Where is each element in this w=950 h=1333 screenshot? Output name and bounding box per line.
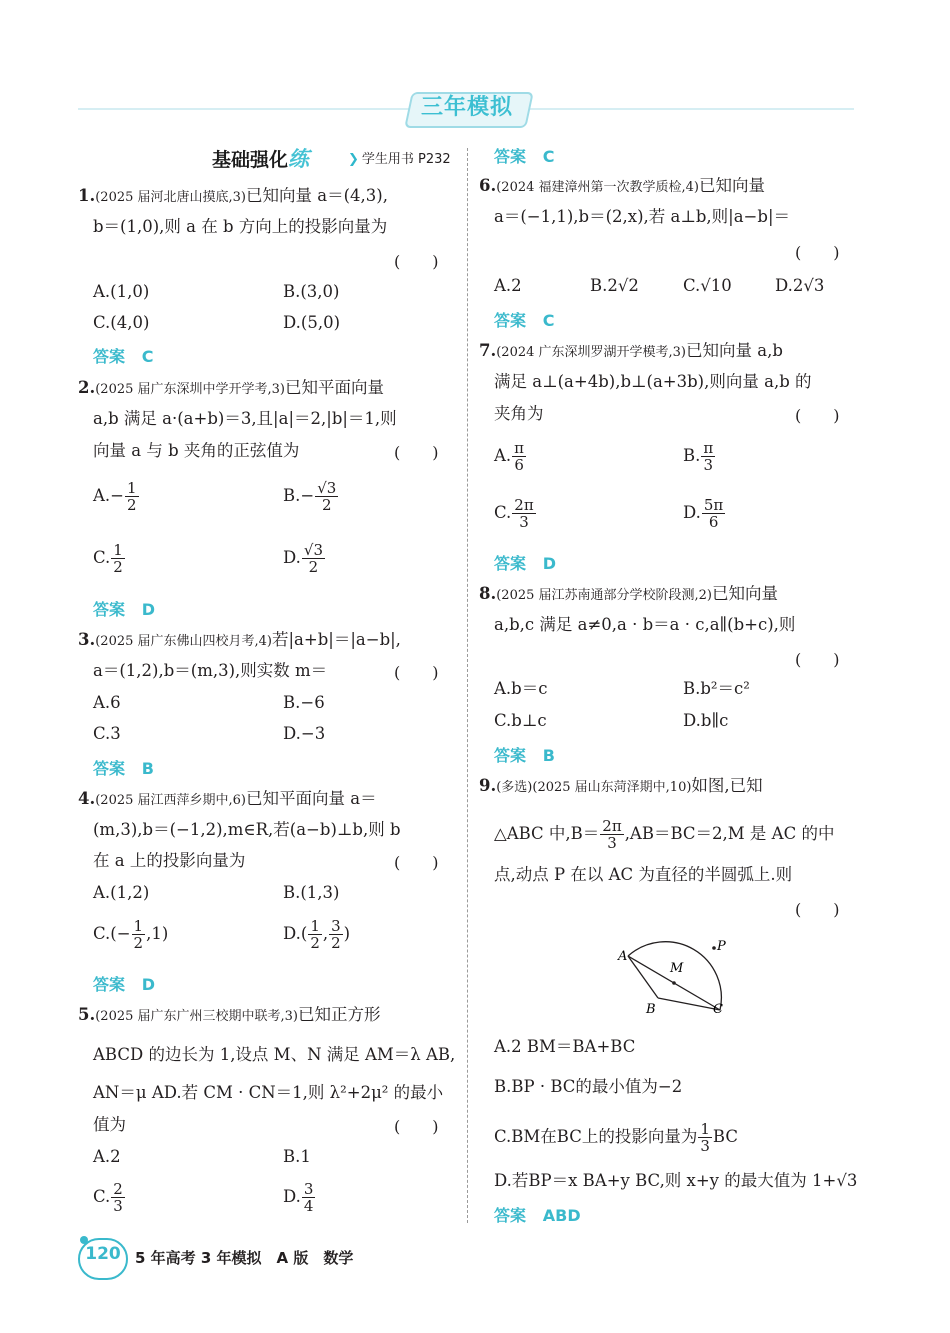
point-p [712,946,716,950]
q5-option-a: A.2 [93,1147,121,1166]
q2-number: 2. [78,378,96,397]
q4-c-den: 2 [133,934,144,952]
q6-answer-blank: ( ) [795,243,840,262]
q9-line1 [479,775,763,799]
q8-line1 [479,583,778,607]
q4-c-suffix: ,1) [146,924,169,943]
q5-c-prefix: C. [93,1187,111,1206]
q9-number: 9. [479,776,497,795]
q1-option-c: C.(4,0) [93,313,150,332]
q8-answer-blank: ( ) [795,650,840,669]
section-title [212,143,309,173]
label-b: B [646,1002,656,1017]
q5-text1: 已知正方形 [298,1005,381,1024]
q5-d-den: 4 [303,1197,314,1215]
q3-line2: a＝(1,2),b＝(m,3),则实数 m＝ [93,661,328,680]
q7-b-den: 3 [703,456,714,474]
q8-option-b: B.b²＝c² [683,679,750,698]
q9-figure [610,920,760,1020]
q2-a-prefix: A.− [93,486,124,505]
q2-line2: a,b 满足 a·(a+b)＝3,且|a|＝2,|b|＝1,则 [93,409,397,428]
q7-text1: 已知向量 a,b [686,341,783,360]
q8-answer [494,743,555,766]
student-book-ref [348,148,451,167]
q2-option-d [283,542,326,575]
q2-b-fraction [315,480,338,513]
q7-a-num: π [514,439,525,457]
q6-answer-value: C [542,311,555,330]
q3-text1: 若|a+b|＝|a−b|, [272,630,401,649]
q1-line2: b＝(1,0),则 a 在 b 方向上的投影向量为 [93,217,388,236]
q9-answer-value: ABD [542,1206,581,1225]
q2-d-fraction [302,542,325,575]
q4-text1: 已知平面向量 a＝ [246,789,377,808]
q9-c-den: 3 [700,1137,710,1155]
q4-line1 [78,788,377,812]
q1-answer-value: C [141,347,154,366]
q9-angle-den: 3 [607,834,617,852]
q9-c-fraction [698,1121,712,1154]
q2-c-fraction [111,542,125,575]
q2-a-den: 2 [127,496,137,514]
q7-b-prefix: B. [683,446,701,465]
q2-d-den: 2 [308,558,319,576]
q2-c-num: 1 [113,541,123,559]
q7-source: (2024 广东深圳罗湖开学模考,3) [496,345,686,360]
q9-c-suffix: BC [712,1127,738,1146]
q2-d-num: √3 [303,541,323,559]
q5-option-b: B.1 [283,1147,311,1166]
q9-c-num: 1 [700,1120,710,1138]
q7-b-fraction [701,440,715,473]
q7-c-den: 3 [519,513,529,531]
q9-answer-blank: ( ) [795,900,840,919]
section-title-main: 基础强化 [212,149,289,171]
q2-b-prefix: B.− [283,486,315,505]
q7-line1 [479,340,783,364]
q4-option-d: D.( $\frac{1}{2}$ , $\frac{3}{2}$ ) [283,917,351,952]
q7-answer-blank: ( ) [795,406,840,425]
q7-answer [494,551,556,574]
q2-option-c [93,542,126,575]
q4-d-fraction1 [308,918,322,951]
q7-d-prefix: D. [683,503,701,522]
label-m: M [670,961,684,976]
q1-answer-blank: ( ) [394,252,439,271]
q1-source: (2025 届河北唐山摸底,3) [95,190,246,205]
q7-a-den: 6 [514,456,524,474]
q2-b-num: √3 [317,479,337,497]
q4-answer-label: 答案 [93,975,126,994]
q5-option-d [283,1181,316,1214]
label-c: C [713,1002,723,1017]
q2-a-num: 1 [127,479,137,497]
q7-c-prefix: C. [494,503,512,522]
q2-option-b [283,480,339,513]
q1-text1: 已知向量 a＝(4,3), [246,186,388,205]
q5-answer-blank: ( ) [394,1117,439,1136]
q7-a-prefix: A. [494,446,512,465]
q6-text1: 已知向量 [699,176,765,195]
q5-answer-value: C [542,147,555,166]
q6-option-d: D.2√3 [775,276,825,295]
q9-option-b: B.BP · BC的最小值为−2 [494,1077,683,1096]
q9-l2-prefix: △ABC 中,B＝ [494,824,600,843]
q1-option-d: D.(5,0) [283,313,341,332]
q5-answer [494,144,554,167]
q4-line3: 在 a 上的投影向量为 [93,851,246,870]
q4-d-den2: 2 [331,934,341,952]
q6-number: 6. [479,176,497,195]
q5-line3: AN＝μ AD.若 CM · CN＝1,则 λ²+2μ² 的最小 [93,1083,444,1102]
q9-line2 [494,818,834,851]
q3-option-b: B.−6 [283,693,325,712]
q2-answer-blank: ( ) [394,443,439,462]
q2-line1 [78,377,384,401]
q5-line2: ABCD 的边长为 1,设点 M、N 满足 AM＝λ AB, [93,1045,456,1064]
q7-a-fraction [512,440,526,473]
q8-number: 8. [479,584,497,603]
q7-d-den: 6 [708,513,719,531]
q7-line2: 满足 a⊥(a+4b),b⊥(a+3b),则向量 a,b 的 [494,372,812,391]
q5-d-fraction [302,1181,316,1214]
q8-answer-value: B [542,746,555,765]
q5-option-c [93,1181,126,1214]
q5-line4: 值为 [93,1115,126,1134]
q4-c-num: 1 [133,917,144,935]
q7-option-d [683,497,726,530]
q3-answer-value: B [141,759,154,778]
q4-option-b: B.(1,3) [283,883,340,902]
column-divider [467,148,468,1223]
q9-text1: 如图,已知 [691,776,763,795]
q9-option-d: D.若BP＝x BA+y BC,则 x+y 的最大值为 1+√3 [494,1171,858,1190]
q5-d-num: 3 [303,1180,314,1198]
q5-line1 [78,1004,381,1028]
page-number: 120 [85,1244,121,1264]
q2-source: (2025 届广东深圳中学开学考,3) [95,382,285,397]
label-p: P [717,939,726,954]
q6-option-c: C.√10 [683,276,732,295]
q8-option-d: D.b∥c [683,711,729,730]
q4-d-den1: 2 [310,934,320,952]
section-title-accent: 练 [288,147,310,171]
q4-answer-value: D [141,975,156,994]
q8-option-a: A.b＝c [494,679,548,698]
q4-d-suffix: ) [343,924,351,943]
q2-c-den: 2 [113,558,123,576]
q3-source: (2025 届广东佛山四校月考,4) [95,634,272,649]
q3-answer-blank: ( ) [394,663,439,682]
q9-line3: 点,动点 P 在以 AC 为直径的半圆弧上.则 [494,865,793,884]
q8-answer-label: 答案 [494,746,527,765]
q2-answer-value: D [141,600,156,619]
q4-option-a: A.(1,2) [93,883,150,902]
chevron-right-icon: ❯ [348,152,359,167]
q6-source: (2024 福建漳州第一次教学质检,4) [496,180,699,195]
q2-answer [93,597,155,620]
q5-c-den: 3 [113,1197,123,1215]
ref-text: 学生用书 P232 [361,152,451,167]
header-badge-text: 三年模拟 [420,95,513,120]
q9-option-a: A.2 BM＝BA+BC [494,1037,636,1056]
q7-c-num: 2π [514,496,534,514]
q7-number: 7. [479,341,497,360]
q9-answer-label: 答案 [494,1206,527,1225]
q5-d-prefix: D. [283,1187,301,1206]
q3-option-a: A.6 [93,693,121,712]
q6-line2: a＝(−1,1),b＝(2,x),若 a⊥b,则|a−b|＝ [494,207,791,226]
q7-option-b [683,440,716,473]
q3-answer [93,756,154,779]
q2-line3: 向量 a 与 b 夹角的正弦值为 [93,441,300,460]
q2-option-a [93,480,140,513]
q5-number: 5. [78,1005,96,1024]
point-m [672,981,676,985]
q4-answer [93,972,155,995]
q1-line1 [78,185,388,209]
q7-d-fraction [702,497,725,530]
q4-answer-blank: ( ) [394,853,439,872]
footer-book-title: 5 年高考 3 年模拟 A 版 数学 [135,1249,354,1267]
q4-c-fraction [132,918,146,951]
q4-d-num1: 1 [310,917,320,935]
q2-a-fraction [125,480,139,513]
q6-answer [494,308,554,331]
q4-number: 4. [78,789,96,808]
q7-answer-label: 答案 [494,554,527,573]
q3-answer-label: 答案 [93,759,126,778]
q7-line3: 夹角为 [494,404,544,423]
q5-answer-label: 答案 [494,147,527,166]
q7-d-num: 5π [703,496,724,514]
q1-answer-label: 答案 [93,347,126,366]
q9-option-c [494,1121,738,1154]
q8-text1: 已知向量 [712,584,778,603]
q7-answer-value: D [542,554,557,573]
q8-source: (2025 届江苏南通部分学校阶段测,2) [496,588,712,603]
q2-answer-label: 答案 [93,600,126,619]
q4-source: (2025 届江西萍乡期中,6) [95,793,246,808]
segment-ab [628,956,658,998]
q2-d-prefix: D. [283,548,301,567]
q2-text1: 已知平面向量 [285,378,384,397]
q9-angle-fraction [600,818,623,851]
q7-option-c [494,497,537,530]
q9-angle-num: 2π [602,817,622,835]
q5-c-num: 2 [113,1180,123,1198]
q6-option-b: B.2√2 [590,276,639,295]
label-a: A [618,949,628,964]
q5-c-fraction [111,1181,125,1214]
q4-c-prefix: C.(− [93,924,131,943]
q6-answer-label: 答案 [494,311,527,330]
q1-option-b: B.(3,0) [283,282,340,301]
q6-line1 [479,175,765,199]
q4-line2: (m,3),b＝(−1,2),m∈R,若(a−b)⊥b,则 b [93,820,401,839]
q7-b-num: π [703,439,714,457]
q9-answer [494,1203,581,1226]
q3-option-d: D.−3 [283,724,326,743]
q3-number: 3. [78,630,96,649]
q9-l2-suffix: ,AB＝BC＝2,M 是 AC 的中 [624,824,835,843]
q1-option-a: A.(1,0) [93,282,150,301]
q9-c-prefix: C.BM在BC上的投影向量为 [494,1127,698,1146]
q8-option-c: C.b⊥c [494,711,547,730]
q1-number: 1. [78,186,96,205]
q1-answer [93,344,153,367]
q2-c-prefix: C. [93,548,111,567]
q5-source: (2025 届广东广州三校期中联考,3) [95,1009,298,1024]
q7-option-a [494,440,527,473]
page-number-dot [80,1236,88,1244]
q3-option-c: C.3 [93,724,121,743]
q3-line1 [78,629,401,653]
q2-b-den: 2 [321,496,332,514]
q4-d-prefix: D.( [283,924,308,943]
q7-c-fraction [512,497,535,530]
q4-option-c [93,918,168,951]
q4-d-fraction2 [329,918,343,951]
q4-d-num2: 3 [331,917,341,935]
q8-line2: a,b,c 满足 a≠0,a · b＝a · c,a∥(b+c),则 [494,615,796,634]
q9-source: (多选)(2025 届山东菏泽期中,10) [496,780,692,795]
q6-option-a: A.2 [494,276,522,295]
